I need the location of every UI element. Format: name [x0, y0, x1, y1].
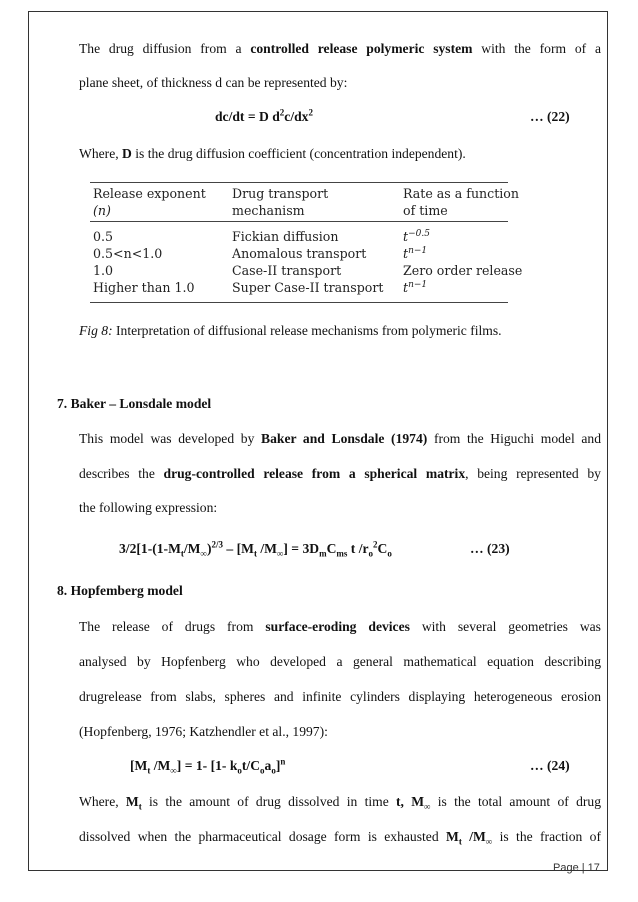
release-mechanism-table [90, 182, 523, 304]
where-mt-line1: Where, $M_t$ is the amount of drug dissolved in time t, $M_\infty$ is the total amount of drug [79, 794, 601, 812]
page-number: Page | 17 [553, 862, 600, 874]
para1-line2: plane sheet, of thickness d can be represented by: [79, 75, 348, 90]
section-8-heading: 8. Hopfemberg model [57, 583, 183, 598]
section-7-line2: describes the drug-controlled release from a spherical matrix, being represented by [79, 466, 601, 481]
section-8-line3: drugrelease from slabs, spheres and infinite cylinders displaying heterogeneous erosion [79, 689, 601, 704]
figure-8-caption: Fig 8: Interpretation of diffusional release mechanisms from polymeric films. [79, 323, 502, 338]
where-d-line: Where, D is the drug diffusion coefficient (concentration independent). [79, 146, 466, 161]
equation-22-number: … (22) [530, 109, 570, 124]
where-mt-line2: dissolved when the pharmaceutical dosage form is exhausted $M_t$ $/M_\infty$ is the fraction of [79, 829, 601, 847]
section-8-line4: (Hopfenberg, 1976; Katzhendler et al., 1997): [79, 724, 328, 739]
para1-line1: The drug diffusion from a controlled release polymeric system with the form of a [79, 41, 601, 56]
equation-24-number: … (24) [530, 758, 570, 773]
table-header-rate: Rate as a function of time [403, 186, 520, 218]
table-row: 0.5 0.5<n<1.0 1.0 Higher than 1.0 [93, 229, 195, 295]
table-header-n: Release exponent (n) [93, 186, 206, 218]
section-8-line2: analysed by Hopfenberg who developed a general mathematical equation describing [79, 654, 601, 669]
section-7-heading: 7. Baker – Lonsdale model [57, 396, 212, 411]
equation-22: dc/dt = D $d^2c/dx^2$ [215, 107, 313, 124]
equation-23: $3/2[1-(1-M_t/M_\infty)^{2/3} - [M_t$ $/M_\infty] = 3D_mC_{ms}$ t $/r_o^2C_o$ [119, 539, 392, 559]
table-rate-column: $t^{-0.5}$ $t^{n-1}$ Zero order release $t^{n-1}$ [403, 228, 523, 295]
section-7-line3: the following expression: [79, 500, 218, 515]
table-mechanism-column: Fickian diffusion Anomalous transport Case-II transport Super Case-II transport [232, 229, 384, 295]
section-7-line1: This model was developed by Baker and Lonsdale (1974) from the Higuchi model and [79, 431, 602, 446]
equation-23-number: … (23) [470, 541, 510, 556]
table-header-mechanism: Drug transport mechanism [232, 186, 329, 218]
equation-24: [$M_t$ $/M_\infty] = 1-$ [1- $k_ot/C_oa_o]^n$ [130, 756, 286, 776]
section-8-line1: The release of drugs from surface-eroding devices with several geometries was [79, 619, 601, 634]
